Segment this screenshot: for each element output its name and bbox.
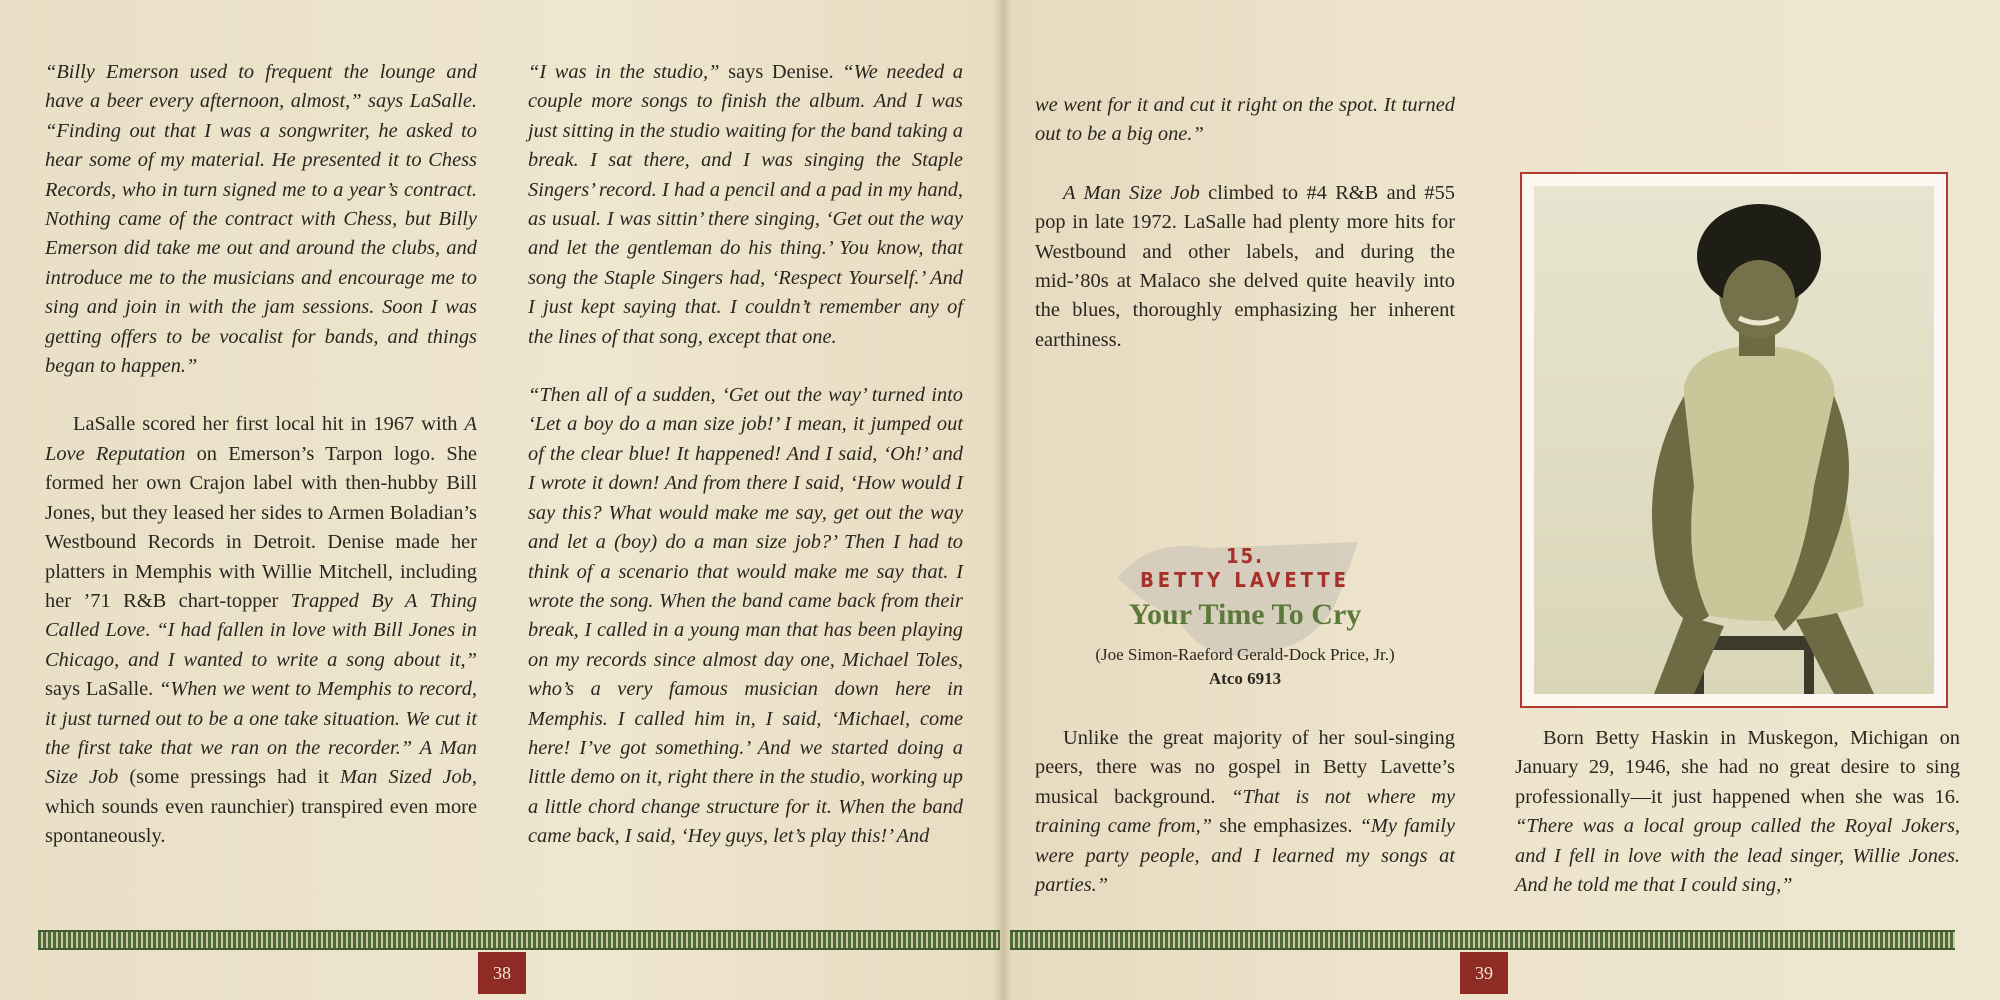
text-run: on Emerson’s Tarpon logo. She formed her own Crajon label with then-hubby Bill Jones, but they leased her sides to Armen Boladian’s Westbound Records in Detroit. Denise made her platters in Memphis with Willie Mitchell, including her ’71 R&B chart-topper [45, 442, 477, 612]
paragraph-emerson-quote: “Billy Emerson used to frequent the lounge and have a beer every afternoon, almost,” says LaSalle. “Finding out that I was a songwriter, he asked to hear some of my material. He presented it to Chess Records, who in turn signed me to a year’s contract. Nothing came of the contract with Chess, but Billy Emerson did take me out and around the clubs, and introduce me to the musicians and encourage me to sing and join in with the jam sessions. Soon I was getting offers to be vocalist for bands, and things began to happen.” [45, 61, 477, 378]
book-gutter [993, 0, 1013, 1000]
page-number-right: 39 [1460, 952, 1508, 994]
text-run: LaSalle scored her first local hit in 1967 with [73, 413, 465, 436]
quote-run: “We needed a couple more songs to finish the album. And I was just sitting in the studio waiting for the band taking a break. I sat there, and I was singing the Staple Singers’ record. I had a pencil and a pad in my hand, as usual. I was sittin’ there singing, ‘Get out the way and let the gentleman do his thing.’ You know, that song the Staple Singers had, ‘Respect Yourself.’ And I just kept saying that. I couldn’t remember any of the lines of that song, except that one. [528, 61, 963, 348]
text-run: (some pressings had it [118, 766, 340, 789]
track-number: 15. [1226, 544, 1264, 568]
song-title: A Man Size Job [1063, 181, 1200, 204]
track-header [1035, 545, 1455, 691]
song-title: A Love Reputation [45, 413, 477, 465]
quote-run: “I was in the studio,” [528, 61, 720, 83]
track-artist: BETTY LAVETTE [1140, 568, 1350, 592]
right-column-2 [1515, 724, 1960, 900]
artist-photo [1534, 186, 1934, 694]
footer-stripe-left [38, 930, 1000, 950]
paragraph-man-size-job-quote: “Then all of a sudden, ‘Get out the way’ turned into ‘Let a boy do a man size job!’ I mean, it jumped out of the clear blue! It happened! And I said, ‘Oh!’ and I wrote it down! And from there I said, ‘How would I say this? What would make me say, get out the way and let a (boy) do a man size job?’ Then I had to think of a scenario that would make me say that. I wrote the song. When the band came back from their break, I called in a young man that has been playing on my records since almost day one, Michael Toles, who’s a very famous musician down here in Memphis. I called him in, I said, ‘Michael, come here! I’ve got something.’ And we started doing a little demo on it, right there in the studio, working up a little chord change structure for it. When the band came back, I said, ‘Hey guys, let’s play this!’ And [528, 384, 963, 848]
song-title: Man Sized Job [339, 766, 472, 789]
quote-run: “That is not where my training came from,” [1035, 785, 1455, 838]
text-run: Born Betty Haskin in Muskegon, Michigan on January 29, 1946, she had no great desire to sing professionally—it just happened when she was 16. [1515, 727, 1960, 808]
paragraph-studio-quote [528, 58, 963, 352]
track-credits: (Joe Simon-Raeford Gerald-Dock Price, Jr.) [1095, 645, 1395, 664]
text-run: says LaSalle. [45, 678, 160, 701]
quote-run: “I had fallen in love with Bill Jones in Chicago, and I wanted to write a song about it,” [45, 619, 477, 671]
footer-stripe-right [1010, 930, 1955, 950]
left-column-2 [528, 58, 963, 852]
text-run: Unlike the great majority of her soul-singing peers, there was no gospel in Betty Lavette’s musical background. [1035, 727, 1455, 808]
paragraph-lavette-background [1035, 724, 1455, 900]
left-column-1 [45, 58, 477, 852]
track-title: Your Time To Cry [1128, 598, 1362, 631]
quote-run: “When we went to Memphis to record, it just turned out to be a one take situation. We cut it the first take that we ran on the recorder.” [45, 678, 477, 759]
page-number-left: 38 [478, 952, 526, 994]
paragraph-quote-end: we went for it and cut it right on the spot. It turned out to be a big one.” [1035, 94, 1455, 146]
quote-run: “My family were party people, and I learned my songs at parties.” [1035, 815, 1455, 897]
text-run: she emphasizes. [1212, 815, 1360, 838]
song-title: A Man Size Job [45, 736, 478, 789]
right-column-1-bottom [1035, 724, 1455, 900]
right-column-1-top [1035, 91, 1455, 355]
paragraph-lavette-birth [1515, 724, 1960, 900]
text-run: says Denise. [719, 61, 843, 83]
song-title: Trapped By A Thing Called Love [45, 589, 477, 642]
track-label: Atco 6913 [1208, 669, 1282, 688]
paragraph-chart-success [1035, 179, 1455, 355]
text-run: . [145, 619, 157, 642]
artist-photo-frame [1520, 172, 1948, 708]
text-run: climbed to #4 R&B and #55 pop in late 1972. LaSalle had plenty more hits for Westbound and other labels, and during the mid-’80s at Malaco she delved quite heavily into the blues, thoroughly emphasizing her inherent earthiness. [1035, 181, 1455, 351]
paragraph-first-hit [45, 410, 477, 851]
text-run: , which sounds even raunchier) transpired even more spontaneously. [45, 766, 477, 848]
quote-run: “There was a local group called the Royal Jokers, and I fell in love with the lead singer, Willie Jones. And he told me that I could sing,” [1515, 815, 1960, 897]
